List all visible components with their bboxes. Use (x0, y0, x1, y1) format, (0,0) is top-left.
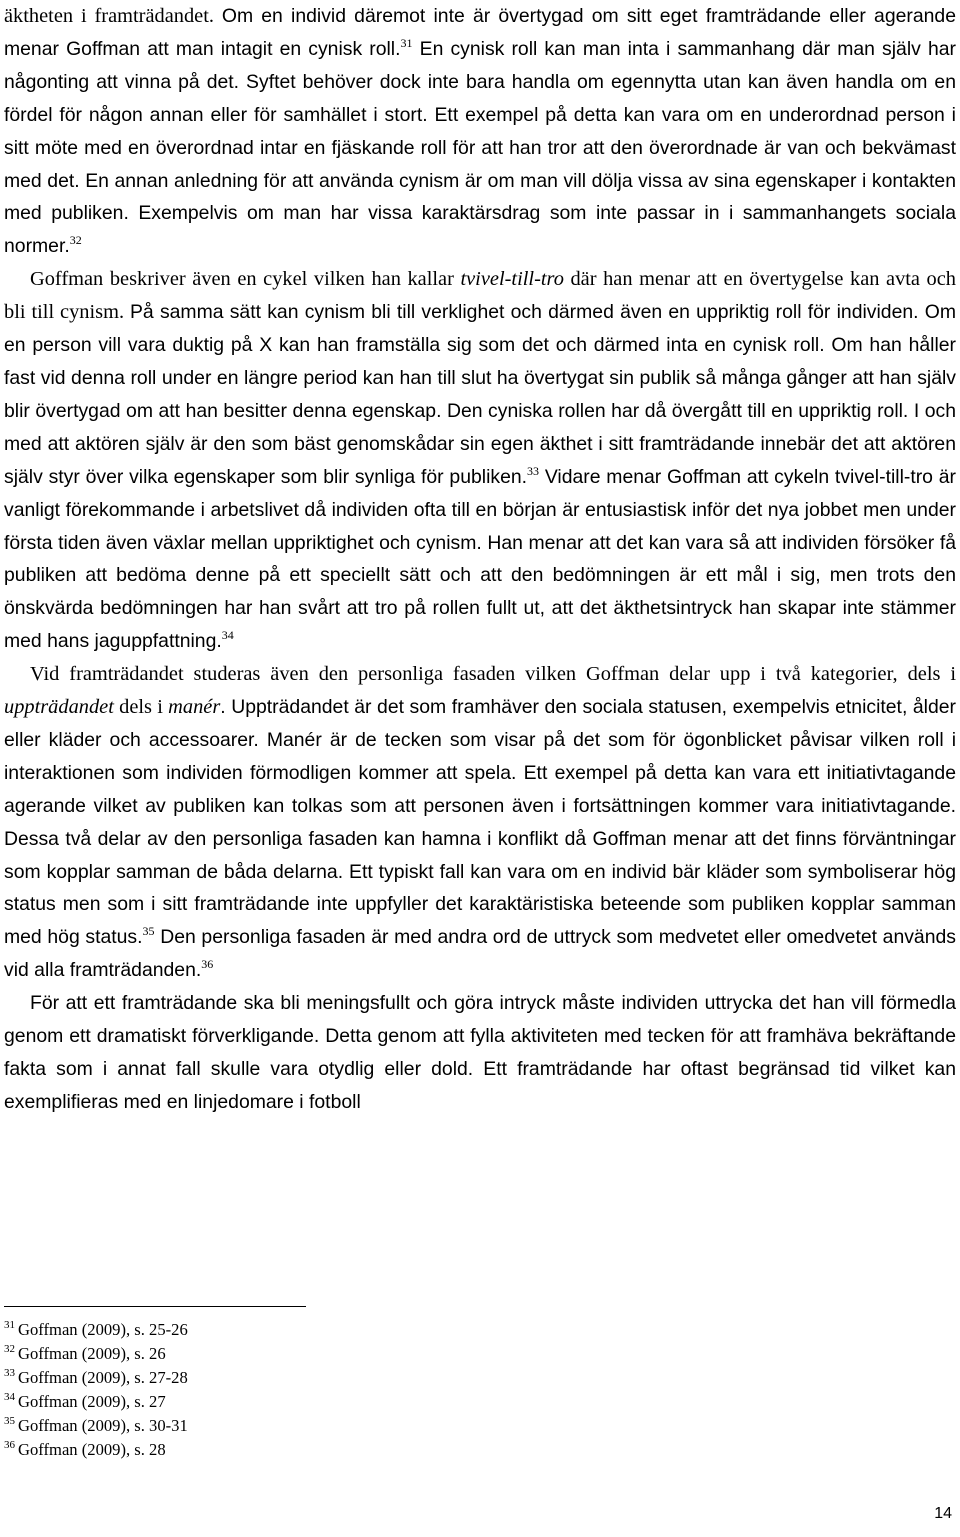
footnote (4, 1390, 504, 1414)
body-text (4, 0, 956, 1119)
footnote-text: Goffman (2009), s. 27-28 (18, 1368, 188, 1387)
italic-term: uppträdandet (4, 696, 114, 719)
footnote-number: 31 (4, 1319, 15, 1331)
text-segment: Vid framträdandet studeras även den personliga fasaden vilken Goffman delar upp i två kategorier, dels i (30, 663, 956, 686)
page-number: 14 (934, 1505, 952, 1522)
footnote-number: 35 (4, 1415, 15, 1427)
text-segment: Goffman beskriver även en cykel vilken han kallar (30, 268, 461, 291)
footnote-text: Goffman (2009), s. 30-31 (18, 1416, 188, 1435)
footnote-separator (4, 1306, 306, 1307)
text-segment: där han menar att en övertygelse kan avta och bli till cynism. (4, 268, 957, 324)
footnote-reference: 32 (69, 233, 82, 248)
footnote (4, 1342, 504, 1366)
footnote-text: Goffman (2009), s. 27 (18, 1392, 166, 1411)
footnote-number: 36 (4, 1439, 15, 1451)
text-segment: . Uppträdandet är det som framhäver den sociala statusen, exempelvis etnicitet, ålder eller kläder och accessoarer. Manér är de tecken som visar på det som för ögonblicket påvisar vilken roll i interaktionen som individen förmodligen kommer att spela. Ett exempel på detta kan vara ett initiativtagande agerande vilket av publiken kan tolkas som att personen även i fortsättningen kommer vara initiativtagande. Dessa två delar av den personliga fasaden kan hamna i konflikt då Goffman menar att det finns förväntningar som kopplar samman de båda delarna. Ett typiskt fall kan vara om en individ bär kläder som symboliserar hög status men som i sitt framträdande inte uppfyller det karaktäristiska beteende som publiken kopplar samman med hög status. (4, 696, 956, 949)
footnote-number: 32 (4, 1343, 15, 1355)
italic-term: manér (168, 696, 221, 719)
footnote-number: 34 (4, 1391, 15, 1403)
footnote (4, 1414, 504, 1438)
paragraph (4, 0, 956, 263)
paragraph (4, 263, 956, 658)
text-segment: En cynisk roll kan man inta i sammanhang där man själv har någonting att vinna på det. Syftet behöver dock inte bara handla om egennytta utan kan även handla om en fördel för någon annan eller för samhället i stort. Ett exempel på detta kan vara om en underordnad person i sitt möte med en överordnad intar en fjäskande roll för att han tror att den överordnade är van och bekvämast med det. En annan anledning för att använda cynism är om man vill dölja vissa av sina egenskaper i kontakten med publiken. Exempelvis om man har vissa karaktärsdrag som inte passar in i sammanhangets sociala normer. (4, 37, 956, 258)
footnote-reference: 34 (221, 628, 234, 643)
footnote-text: Goffman (2009), s. 28 (18, 1440, 166, 1459)
text-segment: På samma sätt kan cynism bli till verklighet och därmed även en uppriktig roll för individen. Om en person vill vara duktig på X kan han framställa sig som det och därmed inta en cynisk roll. Om han håller fast vid denna roll under en längre period kan han till slut ha övertygat sin publik så många gånger att han själv blir övertygad om att han besitter denna egenskap. Den cyniska rollen har då övergått till en uppriktig roll. I och med att aktören själv är den som bäst genomskådar sin egen äkthet i sitt framträdande innebär det att aktören själv styr över vilka egenskaper som blir synliga för publiken. (4, 301, 956, 488)
text-segment: äktheten i framträdandet. (4, 5, 222, 27)
text-segment: dels i (113, 696, 169, 719)
footnote-reference: 33 (527, 463, 540, 478)
text-segment: För att ett framträdande ska bli meningsfullt och göra intryck måste individen uttrycka det han vill förmedla genom ett dramatiskt förverkligande. Detta genom att fylla aktiviteten med tecken för att framhäva bekräftande fakta som i annat fall skulle vara otydlig eller dold. Ett framträdande har oftast begränsad tid vilket kan exemplifieras med en linjedomare i fotboll (4, 992, 956, 1113)
footnote (4, 1366, 504, 1390)
text-segment: Vidare menar Goffman att cykeln tvivel-till-tro är vanligt förekommande i arbetslivet då individen ofta till en början är entusiastisk inför det nya jobbet men under första tiden även växlar mellan uppriktighet och cynism. Han menar att det kan vara så att individen försöker få publiken att bedöma denne på ett speciellt sätt och att den bedömningen är ett mål i sig, men trots den önskvärda bedömningen har han svårt att tro på rollen fullt ut, att det äkthetsintryck han skapar inte stämmer med hans jaguppfattning. (4, 465, 956, 653)
footnote-text: Goffman (2009), s. 26 (18, 1344, 166, 1363)
footnote-text: Goffman (2009), s. 25-26 (18, 1320, 188, 1339)
footnote-reference: 36 (201, 957, 214, 972)
paragraph (4, 987, 956, 1119)
text-segment: Den personliga fasaden är med andra ord de uttryck som medvetet eller omedvetet används vid alla framträdanden. (4, 926, 956, 982)
footnote-number: 33 (4, 1367, 15, 1379)
italic-term: tvivel-till-tro (460, 268, 564, 291)
footnote-reference: 31 (400, 35, 413, 50)
footnote-reference: 35 (142, 924, 155, 939)
text-segment: Om en individ däremot inte är övertygad om sitt eget framträdande eller agerande menar Goffman att man intagit en cynisk roll. (4, 5, 956, 60)
paragraph (4, 658, 956, 987)
footnote (4, 1318, 504, 1342)
footnote (4, 1438, 504, 1462)
footnotes (4, 1318, 504, 1462)
